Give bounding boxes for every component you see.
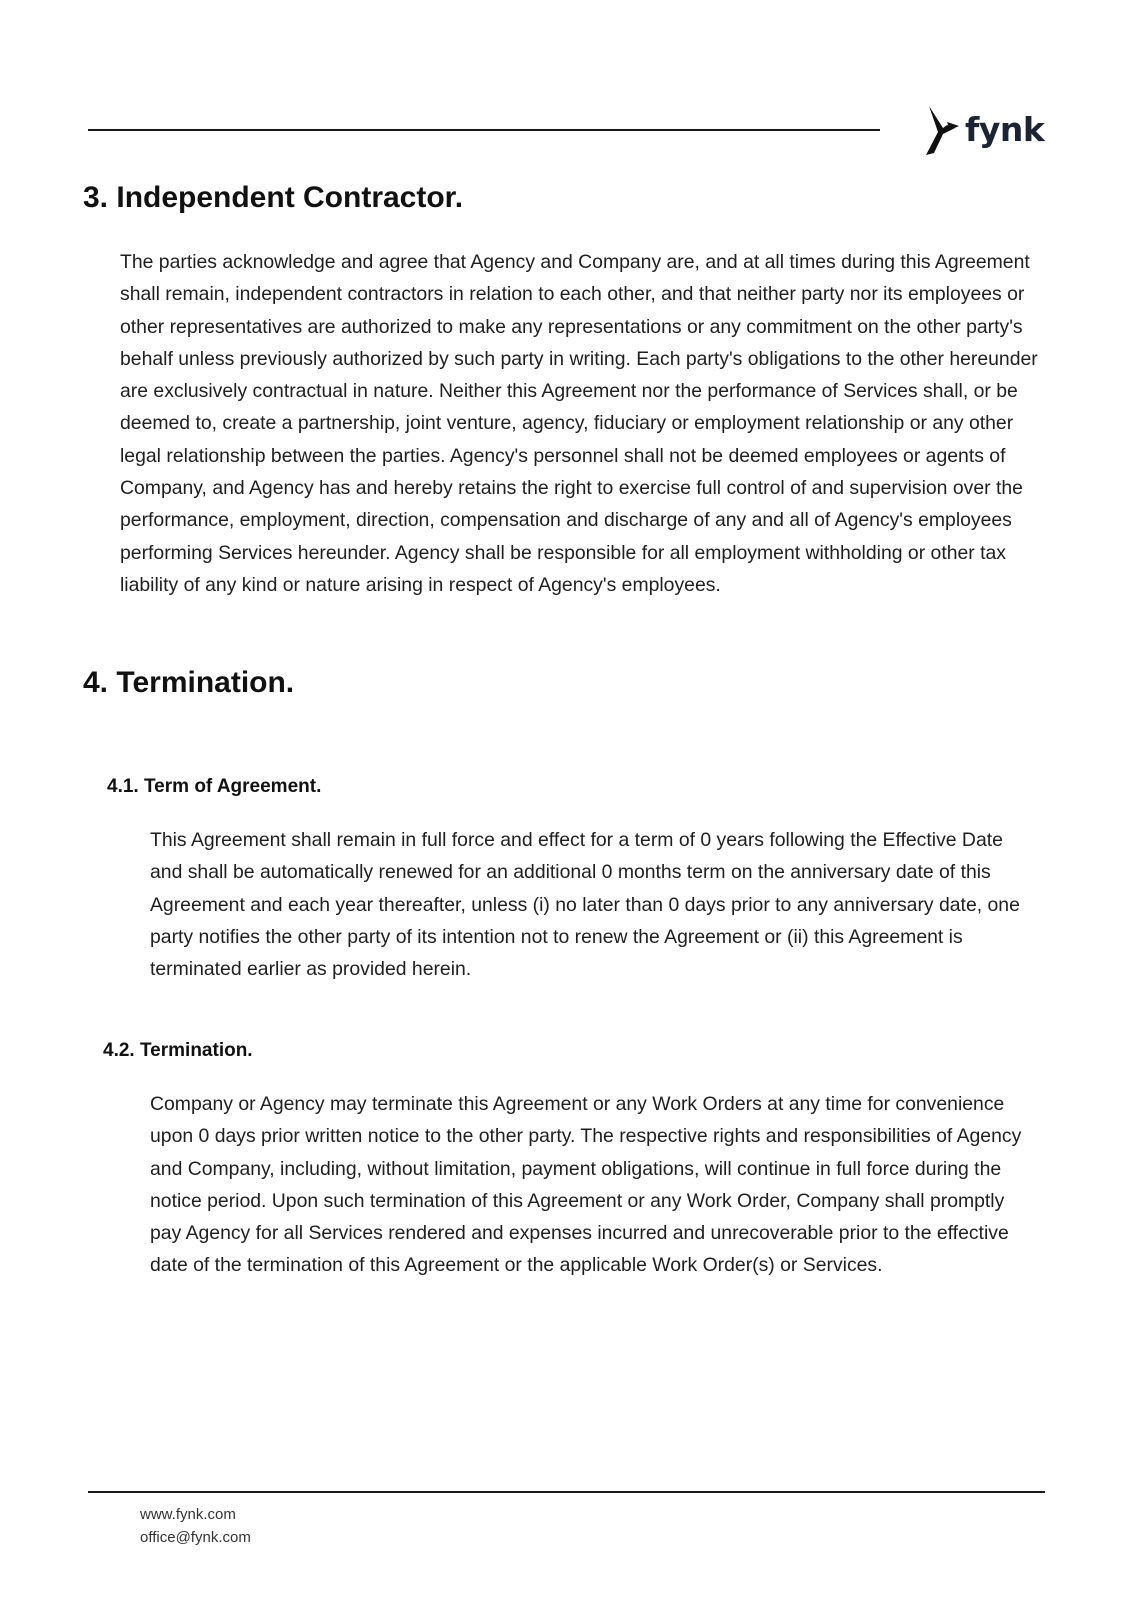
subsection-4-2-heading [103,1040,253,1062]
subsection-4-2-title: Termination. [139,1040,253,1061]
subsection-4-1-heading [107,776,321,798]
section-3-body: The parties acknowledge and agree that Agency and Company are, and at all times during this Agreement shall remain, independent contractors in relation to each other, and that neither party nor its employees or other representatives are authorized to make any representations or any commitment on the other party's behalf unless previously authorized by such party in writing. Each party's obligations to the other hereunder are exclusively contractual in nature. Neither this Agreement nor the performance of Services shall, or be deemed to, create a partnership, joint venture, agency, fiduciary or employment relationship or any other legal relationship between the parties. Agency's personnel shall not be deemed employees or agents of Company, and Agency has and hereby retains the right to exercise full control of and supervision over the performance, employment, direction, compensation and discharge of any and all of Agency's employees performing Services hereunder. Agency shall be responsible for all employment withholding or other tax liability of any kind or nature arising in respect of Agency's employees. [120,251,1038,596]
section-3-heading: 3. Independent Contractor. [83,181,464,214]
footer-divider [88,1491,1045,1493]
fynk-logo [917,103,1044,159]
subsection-4-2-body: Company or Agency may terminate this Agreement or any Work Orders at any time for convenience upon 0 days prior written notice to the other party. The respective rights and responsibilities of Agency and Company, including, without limitation, payment obligations, will continue in full force during the notice period. Upon such termination of this Agreement or any Work Order, Company shall promptly pay Agency for all Services rendered and expenses incurred and unrecoverable prior to the effective date of the termination of this Agreement or the applicable Work Order(s) or Services. [150,1093,1022,1277]
subsection-4-1-title: Term of Agreement. [143,776,322,797]
subsection-4-1-number: 4.1. [107,776,139,797]
fynk-bird-icon [917,104,963,158]
logo-wordmark: fynk [965,109,1045,149]
footer-email-link[interactable]: office@fynk.com [140,1529,251,1546]
subsection-4-2-number: 4.2. [103,1040,135,1061]
header-divider [88,129,880,131]
footer-website-link[interactable]: www.fynk.com [140,1506,236,1523]
section-4-heading: 4. Termination. [83,666,295,699]
subsection-4-1-body: This Agreement shall remain in full force and effect for a term of 0 years following the Effective Date and shall be automatically renewed for an additional 0 months term on the anniversary date of this Agreement and each year thereafter, unless (i) no later than 0 days prior to any anniversary date, one party notifies the other party of its intention not to renew the Agreement or (ii) this Agreement is terminated earlier as provided herein. [150,829,1020,981]
